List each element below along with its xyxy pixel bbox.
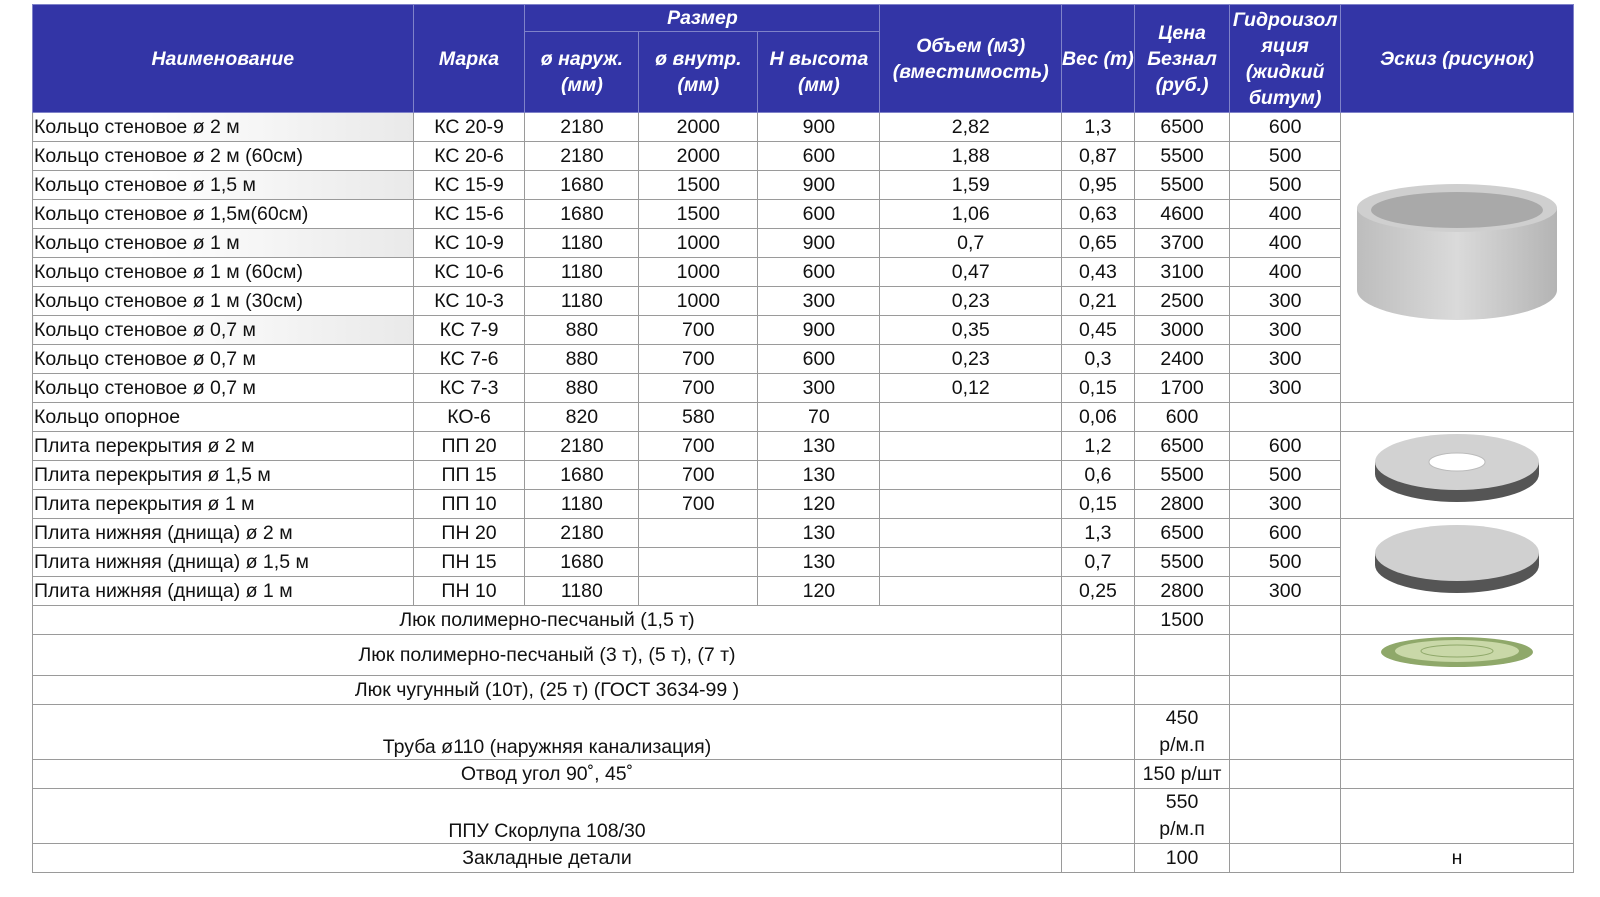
- cell-inner: 1500: [639, 200, 758, 229]
- extra-name: Закладные детали: [33, 844, 1062, 873]
- cell-outer: 1180: [525, 287, 639, 316]
- extra-waterproof: [1230, 676, 1341, 705]
- cell-inner: [639, 577, 758, 606]
- cell-mark: ПП 15: [413, 461, 525, 490]
- cell-mark: КС 10-9: [413, 229, 525, 258]
- extra-price: 100: [1134, 844, 1229, 873]
- extra-weight: [1062, 606, 1135, 635]
- cell-waterproof: 600: [1230, 432, 1341, 461]
- cell-volume: 1,59: [880, 171, 1062, 200]
- cell-price: 5500: [1134, 171, 1229, 200]
- cell-outer: 1680: [525, 200, 639, 229]
- extra-row: [33, 789, 1574, 844]
- cell-volume: 0,23: [880, 287, 1062, 316]
- cell-mark: КС 7-9: [413, 316, 525, 345]
- manhole-image: [1341, 635, 1574, 676]
- cell-weight: 0,3: [1062, 345, 1135, 374]
- extra-waterproof: [1230, 789, 1341, 844]
- cell-weight: 0,63: [1062, 200, 1135, 229]
- cell-price: 2800: [1134, 577, 1229, 606]
- extra-sketch: [1341, 789, 1574, 844]
- cell-waterproof: 500: [1230, 461, 1341, 490]
- cell-inner: 1000: [639, 229, 758, 258]
- cell-waterproof: 600: [1230, 519, 1341, 548]
- cell-weight: 0,21: [1062, 287, 1135, 316]
- extra-weight: [1062, 705, 1135, 760]
- extra-weight: [1062, 844, 1135, 873]
- cell-inner: 580: [639, 403, 758, 432]
- cell-weight: 0,6: [1062, 461, 1135, 490]
- cell-mark: КС 10-3: [413, 287, 525, 316]
- cell-inner: [639, 519, 758, 548]
- header-inner-diameter: ø внутр. (мм): [639, 32, 758, 113]
- extra-name: Люк полимерно-песчаный (1,5 т): [33, 606, 1062, 635]
- cell-height: 120: [758, 490, 880, 519]
- cell-waterproof: 600: [1230, 113, 1341, 142]
- cell-volume: 1,06: [880, 200, 1062, 229]
- ring-image: [1341, 113, 1574, 403]
- extra-waterproof: [1230, 844, 1341, 873]
- header-height: Н высота (мм): [758, 32, 880, 113]
- cell-price: 6500: [1134, 519, 1229, 548]
- cell-height: 900: [758, 171, 880, 200]
- cell-waterproof: 500: [1230, 171, 1341, 200]
- cell-name: Плита нижняя (днища) ø 1 м: [33, 577, 414, 606]
- cell-weight: 0,25: [1062, 577, 1135, 606]
- cell-waterproof: 400: [1230, 200, 1341, 229]
- cell-outer: 880: [525, 316, 639, 345]
- extra-sketch: [1341, 676, 1574, 705]
- cell-volume: [880, 577, 1062, 606]
- cell-name: Кольцо стеновое ø 0,7 м: [33, 316, 414, 345]
- extra-waterproof: [1230, 606, 1341, 635]
- cell-volume: 0,12: [880, 374, 1062, 403]
- cell-name: Плита перекрытия ø 1 м: [33, 490, 414, 519]
- cell-weight: 0,65: [1062, 229, 1135, 258]
- extra-row: [33, 760, 1574, 789]
- extra-name: Труба ø110 (наружняя канализация): [33, 705, 1062, 760]
- header-mark: Марка: [413, 5, 525, 113]
- header-weight: Вес (т): [1062, 5, 1135, 113]
- price-table: [32, 4, 1574, 873]
- cell-mark: КС 7-6: [413, 345, 525, 374]
- extra-name: Отвод угол 90˚, 45˚: [33, 760, 1062, 789]
- cell-price: 4600: [1134, 200, 1229, 229]
- header-sketch: Эскиз (рисунок): [1341, 5, 1574, 113]
- cell-name: Кольцо стеновое ø 1 м (30см): [33, 287, 414, 316]
- header-volume: Объем (м3) (вместимость): [880, 5, 1062, 113]
- cell-weight: 1,3: [1062, 113, 1135, 142]
- cell-name: Кольцо стеновое ø 1,5 м: [33, 171, 414, 200]
- empty-sketch-cell: [1341, 403, 1574, 432]
- cell-height: 600: [758, 142, 880, 171]
- cell-mark: ПП 20: [413, 432, 525, 461]
- cell-weight: 0,87: [1062, 142, 1135, 171]
- cell-mark: КС 20-6: [413, 142, 525, 171]
- cell-outer: 880: [525, 374, 639, 403]
- cell-inner: 700: [639, 316, 758, 345]
- extra-weight: [1062, 789, 1135, 844]
- cell-mark: ПН 15: [413, 548, 525, 577]
- extra-waterproof: [1230, 705, 1341, 760]
- cell-volume: [880, 432, 1062, 461]
- cell-height: 600: [758, 200, 880, 229]
- extra-sketch: [1341, 606, 1574, 635]
- cell-volume: 0,23: [880, 345, 1062, 374]
- extra-weight: [1062, 676, 1135, 705]
- cell-weight: 1,2: [1062, 432, 1135, 461]
- cell-mark: КС 15-6: [413, 200, 525, 229]
- extra-price-unit: р/м.п: [1159, 734, 1205, 756]
- cell-price: 6500: [1134, 432, 1229, 461]
- cell-mark: КС 20-9: [413, 113, 525, 142]
- cell-price: 3000: [1134, 316, 1229, 345]
- cell-price: 2800: [1134, 490, 1229, 519]
- cell-outer: 2180: [525, 142, 639, 171]
- cell-weight: 0,95: [1062, 171, 1135, 200]
- cell-volume: [880, 461, 1062, 490]
- extra-weight: [1062, 760, 1135, 789]
- cell-price: 6500: [1134, 113, 1229, 142]
- cell-volume: 0,47: [880, 258, 1062, 287]
- cell-waterproof: [1230, 403, 1341, 432]
- extra-name: Люк чугунный (10т), (25 т) (ГОСТ 3634-99 ): [33, 676, 1062, 705]
- extra-price-unit: р/м.п: [1159, 818, 1205, 840]
- header-name: Наименование: [33, 5, 414, 113]
- cell-outer: 1680: [525, 171, 639, 200]
- table-row: [33, 519, 1574, 548]
- table-row: [33, 113, 1574, 142]
- cell-name: Плита нижняя (днища) ø 1,5 м: [33, 548, 414, 577]
- cell-mark: КО-6: [413, 403, 525, 432]
- extra-sketch: [1341, 760, 1574, 789]
- cell-outer: 1680: [525, 461, 639, 490]
- cell-volume: 2,82: [880, 113, 1062, 142]
- cell-inner: 700: [639, 490, 758, 519]
- cell-inner: [639, 548, 758, 577]
- cover-slab-image: [1341, 432, 1574, 519]
- table-row: [33, 403, 1574, 432]
- cell-height: 300: [758, 374, 880, 403]
- cell-inner: 700: [639, 461, 758, 490]
- extra-row: [33, 606, 1574, 635]
- cell-volume: [880, 548, 1062, 577]
- extra-name: Люк полимерно-песчаный (3 т), (5 т), (7 т): [33, 635, 1062, 676]
- cell-mark: КС 7-3: [413, 374, 525, 403]
- cell-waterproof: 300: [1230, 345, 1341, 374]
- cell-waterproof: 400: [1230, 258, 1341, 287]
- extra-price: 1500: [1134, 606, 1229, 635]
- cell-waterproof: 500: [1230, 142, 1341, 171]
- cell-height: 600: [758, 258, 880, 287]
- table-row: [33, 432, 1574, 461]
- cell-weight: 0,7: [1062, 548, 1135, 577]
- cell-outer: 2180: [525, 113, 639, 142]
- cell-name: Кольцо стеновое ø 1,5м(60см): [33, 200, 414, 229]
- cell-height: 900: [758, 113, 880, 142]
- cell-mark: ПН 20: [413, 519, 525, 548]
- cell-name: Кольцо стеновое ø 2 м (60см): [33, 142, 414, 171]
- extra-row: [33, 705, 1574, 760]
- extra-waterproof: [1230, 760, 1341, 789]
- cell-volume: 0,7: [880, 229, 1062, 258]
- cell-inner: 700: [639, 345, 758, 374]
- bottom-slab-image: [1341, 519, 1574, 606]
- extra-price: [1134, 635, 1229, 676]
- cell-name: Кольцо стеновое ø 1 м (60см): [33, 258, 414, 287]
- extra-price: [1134, 676, 1229, 705]
- cell-weight: 0,06: [1062, 403, 1135, 432]
- cell-height: 130: [758, 432, 880, 461]
- cell-outer: 2180: [525, 519, 639, 548]
- cell-inner: 2000: [639, 142, 758, 171]
- extra-waterproof: [1230, 635, 1341, 676]
- cell-volume: 1,88: [880, 142, 1062, 171]
- cell-height: 130: [758, 519, 880, 548]
- cell-height: 900: [758, 229, 880, 258]
- cell-volume: 0,35: [880, 316, 1062, 345]
- cell-height: 300: [758, 287, 880, 316]
- cell-height: 120: [758, 577, 880, 606]
- extra-weight: [1062, 635, 1135, 676]
- cell-mark: ПП 10: [413, 490, 525, 519]
- cell-weight: 1,3: [1062, 519, 1135, 548]
- cell-waterproof: 300: [1230, 577, 1341, 606]
- header-waterproof: Гидроизол яция (жидкий битум): [1230, 5, 1341, 113]
- cell-price: 3100: [1134, 258, 1229, 287]
- cell-waterproof: 300: [1230, 374, 1341, 403]
- cell-price: 5500: [1134, 548, 1229, 577]
- cell-height: 600: [758, 345, 880, 374]
- cell-volume: [880, 403, 1062, 432]
- extra-price: [1134, 789, 1229, 844]
- cell-name: Плита перекрытия ø 2 м: [33, 432, 414, 461]
- cell-outer: 1180: [525, 229, 639, 258]
- cell-weight: 0,15: [1062, 374, 1135, 403]
- extra-name: ППУ Скорлупа 108/30: [33, 789, 1062, 844]
- header-outer-diameter: ø наруж. (мм): [525, 32, 639, 113]
- cell-inner: 700: [639, 432, 758, 461]
- cell-waterproof: 300: [1230, 316, 1341, 345]
- cell-name: Кольцо стеновое ø 0,7 м: [33, 374, 414, 403]
- cell-outer: 2180: [525, 432, 639, 461]
- cell-inner: 1000: [639, 258, 758, 287]
- extra-price-value: 550: [1165, 791, 1199, 813]
- cell-name: Кольцо стеновое ø 0,7 м: [33, 345, 414, 374]
- extra-sketch: [1341, 705, 1574, 760]
- cell-waterproof: 300: [1230, 287, 1341, 316]
- cell-height: 130: [758, 461, 880, 490]
- cell-name: Плита нижняя (днища) ø 2 м: [33, 519, 414, 548]
- cell-name: Плита перекрытия ø 1,5 м: [33, 461, 414, 490]
- cell-height: 130: [758, 548, 880, 577]
- cell-weight: 0,45: [1062, 316, 1135, 345]
- cell-mark: КС 10-6: [413, 258, 525, 287]
- extra-row: [33, 844, 1574, 873]
- extra-price: [1134, 705, 1229, 760]
- cell-outer: 1180: [525, 490, 639, 519]
- cell-weight: 0,43: [1062, 258, 1135, 287]
- cell-price: 2500: [1134, 287, 1229, 316]
- cell-price: 5500: [1134, 461, 1229, 490]
- cell-outer: 1680: [525, 548, 639, 577]
- header-size: Размер: [525, 5, 880, 32]
- cell-price: 5500: [1134, 142, 1229, 171]
- extra-price-value: 450: [1165, 707, 1199, 729]
- cell-inner: 1500: [639, 171, 758, 200]
- cell-price: 600: [1134, 403, 1229, 432]
- cell-outer: 1180: [525, 258, 639, 287]
- cell-waterproof: 300: [1230, 490, 1341, 519]
- extra-row: [33, 635, 1574, 676]
- cell-outer: 880: [525, 345, 639, 374]
- cell-height: 70: [758, 403, 880, 432]
- extra-sketch: н: [1341, 844, 1574, 873]
- cell-waterproof: 500: [1230, 548, 1341, 577]
- cell-outer: 1180: [525, 577, 639, 606]
- cell-volume: [880, 490, 1062, 519]
- cell-price: 2400: [1134, 345, 1229, 374]
- cell-inner: 2000: [639, 113, 758, 142]
- extra-row: [33, 676, 1574, 705]
- cell-inner: 700: [639, 374, 758, 403]
- header-price: Цена Безнал (руб.): [1134, 5, 1229, 113]
- cell-waterproof: 400: [1230, 229, 1341, 258]
- cell-price: 1700: [1134, 374, 1229, 403]
- extra-price: 150 р/шт: [1134, 760, 1229, 789]
- cell-weight: 0,15: [1062, 490, 1135, 519]
- cell-inner: 1000: [639, 287, 758, 316]
- cell-name: Кольцо стеновое ø 1 м: [33, 229, 414, 258]
- cell-name: Кольцо стеновое ø 2 м: [33, 113, 414, 142]
- cell-volume: [880, 519, 1062, 548]
- cell-name: Кольцо опорное: [33, 403, 414, 432]
- cell-mark: ПН 10: [413, 577, 525, 606]
- cell-outer: 820: [525, 403, 639, 432]
- cell-price: 3700: [1134, 229, 1229, 258]
- cell-height: 900: [758, 316, 880, 345]
- cell-mark: КС 15-9: [413, 171, 525, 200]
